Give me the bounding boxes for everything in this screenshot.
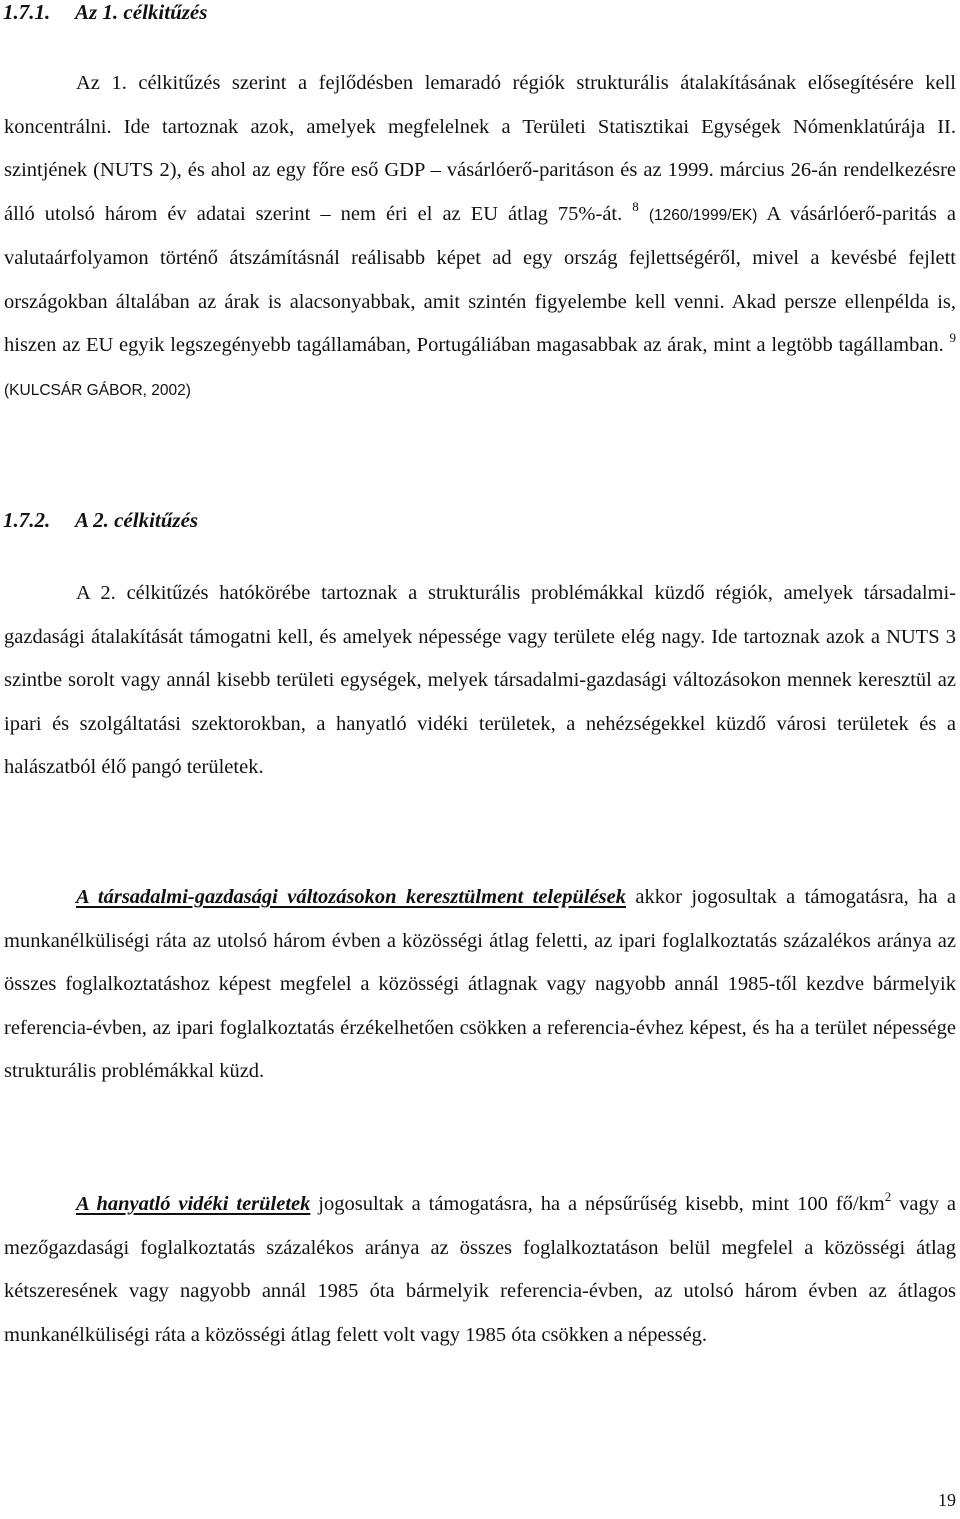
- paragraph-industrial-areas: [4, 876, 956, 1094]
- paragraph-text: A 2. célkitűzés hatókörébe tartoznak a strukturális problémákkal küzdő régiók, amelyek társadalmi-gazdasági átalakítását támogatni kell, és amelyek népessége vagy területe elég nagy. Ide tartoznak azok a NUTS 3 szintbe sorolt vagy annál kisebb területi egységek, melyek társadalmi-gazdasági változásokon mennek keresztül az ipari és szolgáltatási szektorokban, a hanyatló vidéki területek, a nehézségekkel küzdő városi területek és a halászatból élő pangó területek.: [4, 582, 956, 778]
- page-number: 19: [938, 1490, 956, 1510]
- superscript-2: 2: [884, 1189, 892, 1204]
- section-heading-1-7-1: [3, 0, 207, 24]
- section-heading-1-7-2: [3, 508, 198, 532]
- paragraph-objective-2: [4, 572, 956, 790]
- paragraph-text: Az 1. célkitűzés szerint a fejlődésben lemaradó régiók strukturális átalakításának elősegítésére kell koncentrálni. Ide tartoznak azok, amelyek megfelelnek a Területi Statisztikai Egységek Nómenklatúrája II. szintjének (NUTS 2), és ahol az egy főre eső GDP – vásárlóerő-paritáson és az 1999. március 26-án rendelkezésre álló utolsó három év adatai szerint – nem éri el az EU átlag 75%-át.: [4, 72, 956, 225]
- footnote-marker-9: 9: [949, 330, 957, 345]
- defined-term: A társadalmi-gazdasági változásokon keresztülment települések: [76, 886, 626, 908]
- section-title: A 2. célkitűzés: [75, 508, 199, 532]
- paragraph-text: jogosultak a támogatásra, ha a népsűrűség kisebb, mint 100 fő/km: [310, 1193, 885, 1215]
- paragraph-text: akkor jogosultak a támogatásra, ha a munkanélküliségi ráta az utolsó három évben a közösségi átlag feletti, az ipari foglalkoztatás százalékos aránya az összes foglalkoztatáshoz képest megfelel a közösségi átlagnak vagy nagyobb annál 1985-től kezdve bármelyik referencia-évben, az ipari foglalkoztatás érzékelhetően csökken a referencia-évhez képest, és ha a terület népessége strukturális problémákkal küzd.: [4, 886, 956, 1082]
- citation-reference: (KULCSÁR GÁBOR, 2002): [4, 381, 191, 399]
- regulation-reference: (1260/1999/EK): [648, 206, 758, 224]
- section-number: 1.7.2.: [3, 508, 51, 532]
- paragraph-rural-areas: [4, 1183, 956, 1357]
- paragraph-objective-1: [4, 62, 956, 412]
- section-title: Az 1. célkitűzés: [75, 0, 208, 24]
- paragraph-text: A vásárlóerő-paritás a valutaárfolyamon történő átszámításnál reálisabb képet ad egy ország fejlettségéről, mivel a kevésbé fejlett országokban általában az árak is alacsonyabbak, amit szintén figyelembe kell venni. Akad persze ellenpélda is, hiszen az EU egyik legszegényebb tagállamában, Portugáliában magasabbak az árak, mint a legtöbb tagállamban.: [4, 202, 957, 356]
- section-number: 1.7.1.: [3, 0, 51, 24]
- paragraph-text: vagy a mezőgazdasági foglalkoztatás százalékos aránya az összes foglalkoztatáson belül megfelel a közösségi átlag kétszeresének vagy nagyobb annál 1985 óta bármelyik referencia-évben, az utolsó három évben az átlagos munkanélküliségi ráta a közösségi átlag felett volt vagy 1985 óta csökken a népesség.: [4, 1193, 957, 1346]
- footnote-marker-8: 8: [632, 198, 639, 214]
- defined-term: A hanyatló vidéki területek: [76, 1193, 311, 1215]
